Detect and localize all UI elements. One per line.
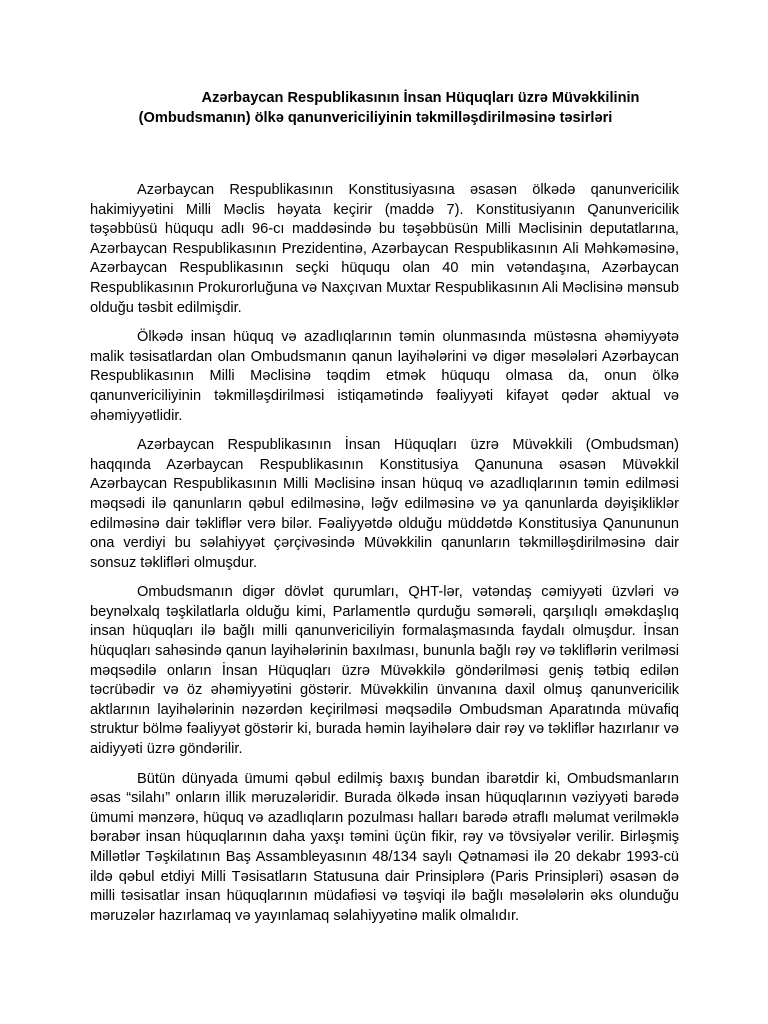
paragraph-1: Azərbaycan Respublikasının Konstitusiyasına əsasən ölkədə qanunvericilik hakimiyyətini Milli Məclis həyata keçirir (maddə 7). Konstitusiyanın Qanunvericilik təşəbbüsü hüququ adlı 96-cı maddəsində bu təşəbbüsün Milli Məclisinin deputatlarına, Azərbaycan Respublikasının Prezidentinə, Azərbaycan Respublikasının Ali Məhkəməsinə, Azərbaycan Respublikasının seçki hüququ olan 40 min vətəndaşına, Azərbaycan Respublikasının Prokurorluğuna və Naxçıvan Muxtar Respublikasının Ali Məclisinə mənsub olduğu təsbit edilmişdir. — [90, 182, 679, 316]
paragraph-2: Ölkədə insan hüquq və azadlıqlarının təmin olunmasında müstəsna əhəmiyyətə malik təsisatlardan olan Ombudsmanın qanun layihələrini və digər məsələləri Azərbaycan Respublikasının Milli Məclisinə təqdim etmək hüququ olmasa da, onun ölkə qanunvericiliyinin təkmilləşdirilməsi istiqamətində fəaliyyəti kifayət qədər aktual və əhəmiyyətlidir. — [90, 329, 679, 424]
document-page — [90, 88, 679, 936]
title-line-2: (Ombudsmanın) ölkə qanunvericiliyinin təkmilləşdirilməsinə təsirləri — [138, 110, 613, 126]
document-title — [90, 88, 679, 128]
paragraph-5: Bütün dünyada ümumi qəbul edilmiş baxış bundan ibarətdir ki, Ombudsmanların əsas “silahı” onların illik məruzələridir. Burada ölkədə insan hüquqlarının vəziyyəti barədə ümumi mənzərə, hüquq və azadlıqların pozulması halları barədə ətraflı məlumat verilməklə bərabər insan hüquqlarının daha yaxşı təmini üçün fikir, rəy və tövsiyələr verilir. Birləşmiş Millətlər Təşkilatının Baş Assambleyasının 48/134 saylı Qətnaməsi ilə 20 dekabr 1993-cü ildə qəbul etdiyi Milli Təsisatların Statusuna dair Prinsiplərə (Paris Prinsipləri) əsasən də milli təsisatlar insan hüquqlarının müdafiəsi və təşviqi ilə bağlı məsələlərin əks olunduğu məruzələr hazırlamaq və yayınlamaq səlahiyyətinə malik olmalıdır. — [90, 770, 679, 924]
paragraph-3: Azərbaycan Respublikasının İnsan Hüquqları üzrə Müvəkkili (Ombudsman) haqqında Azərbaycan Respublikasının Konstitusiya Qanununa əsasən Müvəkkil Azərbaycan Respublikasının Milli Məclisinə insan hüquq və azadlıqlarının təmin edilməsi məqsədi ilə qanunların qəbul edilməsinə, ləğv edilməsinə və ya qanunlarda dəyişikliklər edilməsinə dair təkliflər verə bilər. Fəaliyyətdə olduğu müddətdə Konstitusiya Qanununun ona verdiyi bu səlahiyyət çərçivəsində Müvəkkilin qanunların təkmilləşdirilməsinə dair sonsuz təklifləri olmuşdur. — [90, 437, 679, 571]
title-line-1: Azərbaycan Respublikasının İnsan Hüquqları üzrə Müvəkkilinin — [201, 90, 640, 106]
paragraph-4: Ombudsmanın digər dövlət qurumları, QHT-lər, vətəndaş cəmiyyəti üzvləri və beynəlxalq təşkilatlarla olduğu kimi, Parlamentlə qurduğu səmərəli, qarşılıqlı əməkdaşlıq insan hüquqları ilə bağlı milli qanunvericiliyin formalaşmasında faydalı olmuşdur. İnsan hüquqları sahəsində qanun layihələrinin baxılması, bununla bağlı rəy və təkliflərin verilməsi məqsədilə onların İnsan Hüquqları üzrə Müvəkkilə göndərilməsi geniş tətbiq edilən təcrübədir və öz əhəmiyyətini göstərir. Müvəkkilin ünvanına daxil olmuş qanunvericilik aktlarının layihələrinin nəzərdən keçirilməsi məqsədilə Ombudsman Aparatında müvafiq struktur bölmə fəaliyyət göstərir ki, burada həmin layihələrə dair rəy və təkliflər hazırlanır və aidiyyəti üzrə göndərilir. — [90, 584, 679, 758]
